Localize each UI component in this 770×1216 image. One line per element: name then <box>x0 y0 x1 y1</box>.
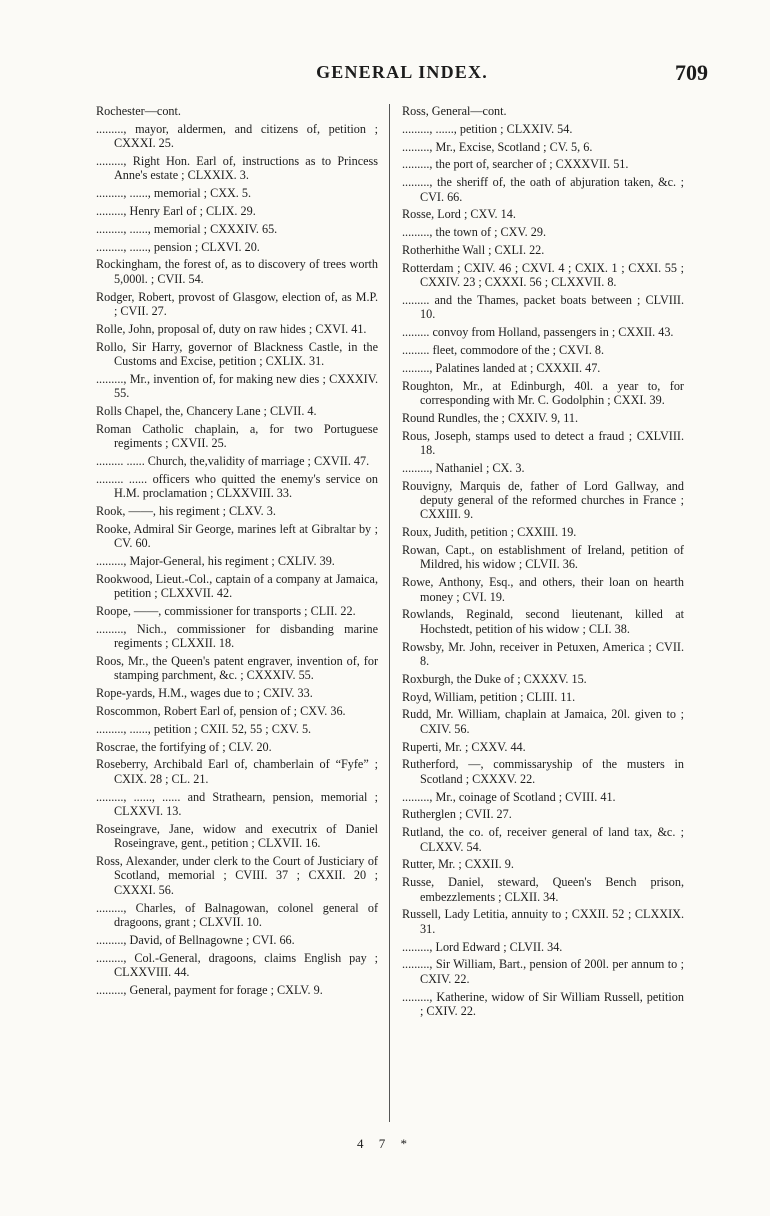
index-entry: Roscommon, Robert Earl of, pension of ; CXV. 36. <box>96 704 346 718</box>
page-header <box>96 62 708 88</box>
index-entry: ......... fleet, commodore of the ; CXVI. 8. <box>402 342 605 357</box>
index-entry: Rooke, Admiral Sir George, marines left at Gibraltar by ; CV. 60. <box>96 521 378 551</box>
index-entry: Rockingham, the forest of, as to discovery of trees worth 5,000l. ; CVII. 54. <box>96 257 378 286</box>
index-entry: ........., ......, memorial ; CXX. 5. <box>96 186 252 201</box>
index-entry: Ross, General—cont. <box>402 104 507 118</box>
index-entry: Rollo, Sir Harry, governor of Blackness Castle, in the Customs and Excise, petition ; CXLIX. 31. <box>96 339 378 368</box>
index-entry: ......... convoy from Holland, passengers in ; CXXII. 43. <box>402 325 674 340</box>
column-divider <box>389 104 390 1122</box>
index-entry: ........., David, of Bellnagowne ; CVI. 66. <box>96 932 295 947</box>
index-entry: ........., Charles, of Balnagowan, colonel general of dragoons, grant ; CLXVII. 10. <box>96 900 378 930</box>
index-entry: Rope-yards, H.M., wages due to ; CXIV. 33. <box>96 686 313 701</box>
index-entry: ........., Col.-General, dragoons, claims English pay ; CLXXVIII. 44. <box>96 950 378 980</box>
index-entry: Royd, William, petition ; CLIII. 11. <box>402 689 576 704</box>
index-entry: Rutherford, —, commissaryship of the musters in Scotland ; CXXXV. 22. <box>402 757 684 786</box>
index-entry: ........., Lord Edward ; CLVII. 34. <box>402 939 563 954</box>
index-entry: Rouvigny, Marquis de, father of Lord Gallway, and deputy general of the reformed churches in France ; CXXIII. 9. <box>402 478 684 522</box>
index-entry: Roscrae, the fortifying of ; CLV. 20. <box>96 739 272 754</box>
index-entry: ......... ...... officers who quitted the enemy's service on H.M. proclamation ; CLXXVIII. 33. <box>96 471 378 501</box>
index-entry: ........., Sir William, Bart., pension of 200l. per annum to ; CXIV. 22. <box>402 957 684 986</box>
index-entry: Rutland, the co. of, receiver general of land tax, &c. ; CLXXV. 54. <box>402 825 684 854</box>
index-entry: ........., Katherine, widow of Sir William Russell, petition ; CXIV. 22. <box>402 989 684 1018</box>
index-entry: ........., Mr., coinage of Scotland ; CVIII. 41. <box>402 789 616 804</box>
index-entry: ........., Right Hon. Earl of, instructions as to Princess Anne's estate ; CLXXIX. 3. <box>96 154 378 183</box>
index-entry: ........., mayor, aldermen, and citizens of, petition ; CXXXI. 25. <box>96 121 378 151</box>
index-entry: ........., ......, ...... and Strathearn, pension, memorial ; CLXXVI. 13. <box>96 789 378 818</box>
index-entry: Roseberry, Archibald Earl of, chamberlain of “Fyfe” ; CXIX. 28 ; CL. 21. <box>96 757 378 786</box>
index-entry: Rook, ——, his regiment ; CLXV. 3. <box>96 504 276 518</box>
index-entry: Roseingrave, Jane, widow and executrix of Daniel Roseingrave, gent., petition ; CLXVII. 16. <box>96 821 378 851</box>
index-entry: ......... ...... Church, the,validity of marriage ; CXVII. 47. <box>96 454 370 468</box>
index-entry: ........., the port of, searcher of ; CXXXVII. 51. <box>402 157 629 172</box>
index-entry: Rotterdam ; CXIV. 46 ; CXVI. 4 ; CXIX. 1 ; CXXI. 55 ; CXXIV. 23 ; CXXXI. 56 ; CLXXVII. 8. <box>402 260 684 290</box>
index-entry: Rowan, Capt., on establishment of Ireland, petition of Mildred, his widow ; CLVII. 36. <box>402 542 684 572</box>
index-entry: ......... and the Thames, packet boats between ; CLVIII. 10. <box>402 292 684 322</box>
index-entry: ........., Henry Earl of ; CLIX. 29. <box>96 204 256 218</box>
index-entry: ........., Mr., invention of, for making new dies ; CXXXIV. 55. <box>96 371 378 401</box>
index-entry: Ross, Alexander, under clerk to the Court of Justiciary of Scotland, memorial ; CVIII. 37 ; CXXII. 20 ; CXXXI. 56. <box>96 854 378 897</box>
index-entry: Rosse, Lord ; CXV. 14. <box>402 207 516 222</box>
index-entry: Rutter, Mr. ; CXXII. 9. <box>402 857 514 872</box>
index-entry: Roope, ——, commissioner for transports ; CLII. 22. <box>96 604 356 618</box>
index-entry: Round Rundles, the ; CXXIV. 9, 11. <box>402 410 579 425</box>
index-entry: Rowlands, Reginald, second lieutenant, killed at Hochstedt, petition of his widow ; CLI. 38. <box>402 607 684 636</box>
index-entry: Rous, Joseph, stamps used to detect a fraud ; CXLVIII. 18. <box>402 428 684 457</box>
index-entry: ........., the sheriff of, the oath of abjuration taken, &c. ; CVI. 66. <box>402 175 684 204</box>
index-entry: ........., ......, petition ; CXII. 52, 55 ; CXV. 5. <box>96 721 312 736</box>
index-entry: ........., Nathaniel ; CX. 3. <box>402 460 525 475</box>
index-entry: ........., General, payment for forage ; CXLV. 9. <box>96 982 323 997</box>
signature-mark: 4 7 * <box>357 1136 413 1151</box>
index-entry: Rutherglen ; CVII. 27. <box>402 807 512 822</box>
index-entry: ........., Major-General, his regiment ; CXLIV. 39. <box>96 554 335 568</box>
index-entry: ........., ......, petition ; CLXXIV. 54. <box>402 121 573 136</box>
index-entry: Rodger, Robert, provost of Glasgow, election of, as M.P. ; CVII. 27. <box>96 289 378 318</box>
index-entry: Rowe, Anthony, Esq., and others, their loan on hearth money ; CVI. 19. <box>402 575 684 604</box>
index-entry: Russell, Lady Letitia, annuity to ; CXXII. 52 ; CLXXIX. 31. <box>402 907 684 936</box>
index-entry: Roughton, Mr., at Edinburgh, 40l. a year to, for corresponding with Mr. C. Godolphin ; CXXI. 39. <box>402 378 684 407</box>
index-entry: ........., ......, pension ; CLXVI. 20. <box>96 239 260 254</box>
index-entry: Ruperti, Mr. ; CXXV. 44. <box>402 739 526 754</box>
index-entry: Rowsby, Mr. John, receiver in Petuxen, America ; CVII. 8. <box>402 639 684 668</box>
index-entry: ........., Nich., commissioner for disbanding marine regiments ; CLXXII. 18. <box>96 621 378 651</box>
index-entry: Rolls Chapel, the, Chancery Lane ; CLVII. 4. <box>96 404 317 418</box>
index-entry: Rolle, John, proposal of, duty on raw hides ; CXVI. 41. <box>96 321 367 336</box>
index-entry: Russe, Daniel, steward, Queen's Bench prison, embezzlements ; CLXII. 34. <box>402 875 684 904</box>
index-entry: Rookwood, Lieut.-Col., captain of a company at Jamaica, petition ; CLXXVII. 42. <box>96 571 378 601</box>
index-entry: ........., Palatines landed at ; CXXXII. 47. <box>402 360 601 375</box>
index-column-left <box>96 104 378 1001</box>
index-entry: Roux, Judith, petition ; CXXIII. 19. <box>402 525 577 540</box>
index-entry: ........., Mr., Excise, Scotland ; CV. 5, 6. <box>402 139 593 154</box>
index-entry: Roxburgh, the Duke of ; CXXXV. 15. <box>402 671 587 686</box>
index-entry: ........., the town of ; CXV. 29. <box>402 225 546 240</box>
index-column-right <box>402 104 684 1022</box>
index-entry: Rudd, Mr. William, chaplain at Jamaica, 20l. given to ; CXIV. 56. <box>402 707 684 736</box>
index-entry: Roman Catholic chaplain, a, for two Portuguese regiments ; CXVII. 25. <box>96 421 378 451</box>
page-title: GENERAL INDEX. <box>316 62 488 82</box>
page-number: 709 <box>675 60 708 85</box>
index-entry: Rotherhithe Wall ; CXLI. 22. <box>402 242 545 257</box>
index-entry: Rochester—cont. <box>96 104 181 118</box>
index-entry: Roos, Mr., the Queen's patent engraver, invention of, for stamping parchment, &c. ; CXXXIV. 55. <box>96 654 378 683</box>
index-entry: ........., ......, memorial ; CXXXIV. 65. <box>96 221 278 236</box>
